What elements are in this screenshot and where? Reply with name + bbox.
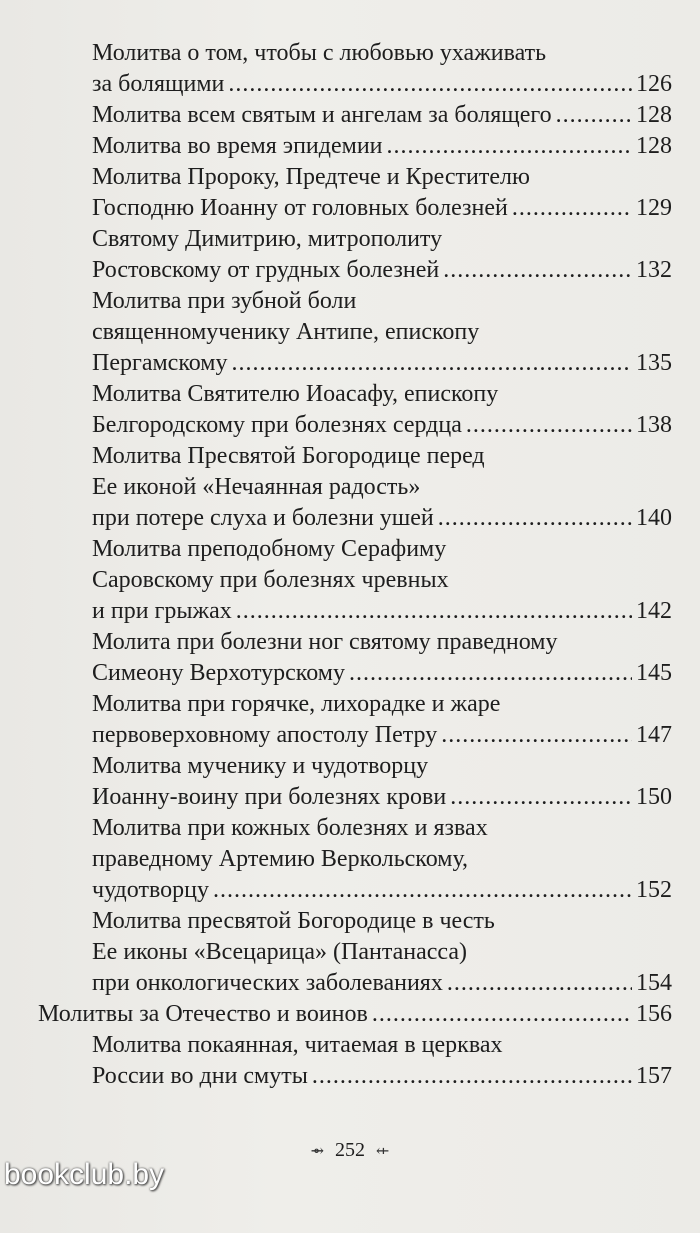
- toc-entry-line: [0, 751, 700, 782]
- toc-entry-title: Иоанну-воину при болезнях крови: [92, 784, 447, 810]
- toc-page-number: 147: [636, 722, 672, 748]
- dot-leader: [236, 596, 632, 627]
- toc-entry-line: [0, 844, 700, 875]
- toc-entry-line: [0, 720, 700, 751]
- toc-entry-title: и при грыжах: [92, 598, 232, 624]
- toc-entry-line: [0, 472, 700, 503]
- toc-page-number: 156: [636, 1001, 672, 1027]
- toc-page-number: 129: [636, 195, 672, 221]
- toc-entry-line: [0, 317, 700, 348]
- toc-entry-line: [0, 38, 700, 69]
- toc-entry[interactable]: [0, 689, 700, 751]
- toc-entry-title: Молитва при горячке, лихорадке и жаре: [92, 691, 501, 717]
- toc-entry-line: [0, 162, 700, 193]
- dot-leader: [312, 1061, 632, 1092]
- toc-entry-title: Молитва преподобному Серафиму: [92, 536, 447, 562]
- toc-entry[interactable]: [0, 751, 700, 813]
- toc-page-number: 157: [636, 1063, 672, 1089]
- toc-page-number: 128: [636, 102, 672, 128]
- dot-leader: [438, 503, 632, 534]
- toc-entry[interactable]: [0, 627, 700, 689]
- right-ornament-icon: ⇷: [376, 1143, 390, 1160]
- toc-entry-title: Молита при болезни ног святому праведному: [92, 629, 558, 655]
- toc-entry-line: [0, 286, 700, 317]
- toc-entry-title: Молитва Пророку, Предтече и Крестителю: [92, 164, 530, 190]
- toc-entry[interactable]: [0, 906, 700, 999]
- toc-entry-line: [0, 255, 700, 286]
- left-ornament-icon: ⇴: [310, 1143, 324, 1160]
- toc-page-number: 138: [636, 412, 672, 438]
- toc-entry-line: [0, 224, 700, 255]
- toc-entry-title: Молитва мученику и чудотворцу: [92, 753, 429, 779]
- toc-entry-title: чудотворцу: [92, 877, 209, 903]
- toc-page-number: 126: [636, 71, 672, 97]
- toc-page-number: 145: [636, 660, 672, 686]
- toc-entry-title: Молитва пресвятой Богородице в честь: [92, 908, 495, 934]
- toc-entry-line: [0, 131, 700, 162]
- page-number: 252: [335, 1139, 365, 1161]
- toc-entry-title: при потере слуха и болезни ушей: [92, 505, 434, 531]
- toc-page-number: 154: [636, 970, 672, 996]
- toc-entry-title: России во дни смуты: [92, 1063, 308, 1089]
- toc-entry-line: [0, 410, 700, 441]
- table-of-contents: [0, 38, 700, 1092]
- toc-entry-title: Саровскому при болезнях чревных: [92, 567, 449, 593]
- watermark-logo: bookclub.by: [4, 1158, 165, 1191]
- toc-entry-line: [0, 534, 700, 565]
- dot-leader: [372, 999, 632, 1030]
- toc-entry-line: [0, 968, 700, 999]
- toc-entry-title: Молитва при кожных болезнях и язвах: [92, 815, 488, 841]
- toc-page-number: 152: [636, 877, 672, 903]
- toc-entry[interactable]: [0, 534, 700, 627]
- toc-entry-line: [0, 379, 700, 410]
- toc-entry[interactable]: [0, 286, 700, 379]
- toc-page-number: 142: [636, 598, 672, 624]
- toc-entry[interactable]: [0, 224, 700, 286]
- toc-entry-line: [0, 100, 700, 131]
- toc-entry-title: при онкологических заболеваниях: [92, 970, 443, 996]
- toc-entry-line: [0, 1061, 700, 1092]
- toc-page-number: 132: [636, 257, 672, 283]
- toc-page-number: 128: [636, 133, 672, 159]
- toc-entry-title: Святому Димитрию, митрополиту: [92, 226, 443, 252]
- toc-entry[interactable]: [0, 441, 700, 534]
- toc-page-number: 150: [636, 784, 672, 810]
- dot-leader: [466, 410, 632, 441]
- toc-entry-title: Молитва Пресвятой Богородице перед: [92, 443, 485, 469]
- toc-entry-title: за болящими: [92, 71, 225, 97]
- dot-leader: [443, 255, 632, 286]
- toc-entry-line: [0, 193, 700, 224]
- toc-entry-title: первоверховному апостолу Петру: [92, 722, 438, 748]
- toc-entry-title: Пергамскому: [92, 350, 228, 376]
- toc-entry-line: [0, 596, 700, 627]
- toc-entry-title: Ее иконы «Всецарица» (Пантанасса): [92, 939, 467, 965]
- dot-leader: [232, 348, 633, 379]
- toc-entry-title: Симеону Верхотурскому: [92, 660, 345, 686]
- dot-leader: [512, 193, 632, 224]
- toc-entry-line: [0, 937, 700, 968]
- toc-entry-line: [0, 906, 700, 937]
- toc-entry-line: [0, 813, 700, 844]
- toc-entry-title: Молитва во время эпидемии: [92, 133, 383, 159]
- toc-entry-line: [0, 782, 700, 813]
- dot-leader: [441, 720, 632, 751]
- toc-entry-line: [0, 503, 700, 534]
- toc-entry[interactable]: [0, 131, 700, 162]
- toc-entry-title: Молитва Святителю Иоасафу, епископу: [92, 381, 499, 407]
- toc-page-number: 140: [636, 505, 672, 531]
- toc-entry[interactable]: [0, 162, 700, 224]
- toc-entry-title: Молитва всем святым и ангелам за болящего: [92, 102, 552, 128]
- toc-entry-line: [0, 69, 700, 100]
- toc-entry-title: Ее иконой «Нечаянная радость»: [92, 474, 421, 500]
- toc-entry-line: [0, 1030, 700, 1061]
- toc-entry-line: [0, 441, 700, 472]
- dot-leader: [349, 658, 632, 689]
- toc-entry[interactable]: [0, 379, 700, 441]
- toc-entry-line: [0, 875, 700, 906]
- toc-entry-line: [0, 627, 700, 658]
- toc-entry[interactable]: [0, 999, 700, 1030]
- toc-entry[interactable]: [0, 1030, 700, 1092]
- toc-entry[interactable]: [0, 100, 700, 131]
- dot-leader: [387, 131, 632, 162]
- toc-entry-title: Молитва покаянная, читаемая в церквах: [92, 1032, 503, 1058]
- toc-entry-line: [0, 999, 700, 1030]
- toc-entry[interactable]: [0, 813, 700, 906]
- toc-page-number: 135: [636, 350, 672, 376]
- toc-entry[interactable]: [0, 38, 700, 100]
- toc-entry-line: [0, 658, 700, 689]
- dot-leader: [450, 782, 632, 813]
- toc-entry-title: Молитвы за Отечество и воинов: [38, 1001, 368, 1027]
- toc-entry-title: праведному Артемию Веркольскому,: [92, 846, 469, 872]
- dot-leader: [556, 100, 632, 131]
- toc-entry-line: [0, 689, 700, 720]
- toc-entry-title: Ростовскому от грудных болезней: [92, 257, 440, 283]
- dot-leader: [228, 69, 632, 100]
- toc-entry-title: Господню Иоанну от головных болезней: [92, 195, 508, 221]
- toc-entry-line: [0, 348, 700, 379]
- toc-entry-title: Молитва при зубной боли: [92, 288, 357, 314]
- dot-leader: [213, 875, 632, 906]
- toc-entry-title: священномученику Антипе, епископу: [92, 319, 480, 345]
- toc-entry-title: Белгородскому при болезнях сердца: [92, 412, 462, 438]
- dot-leader: [447, 968, 632, 999]
- toc-entry-title: Молитва о том, чтобы с любовью ухаживать: [92, 40, 547, 66]
- toc-entry-line: [0, 565, 700, 596]
